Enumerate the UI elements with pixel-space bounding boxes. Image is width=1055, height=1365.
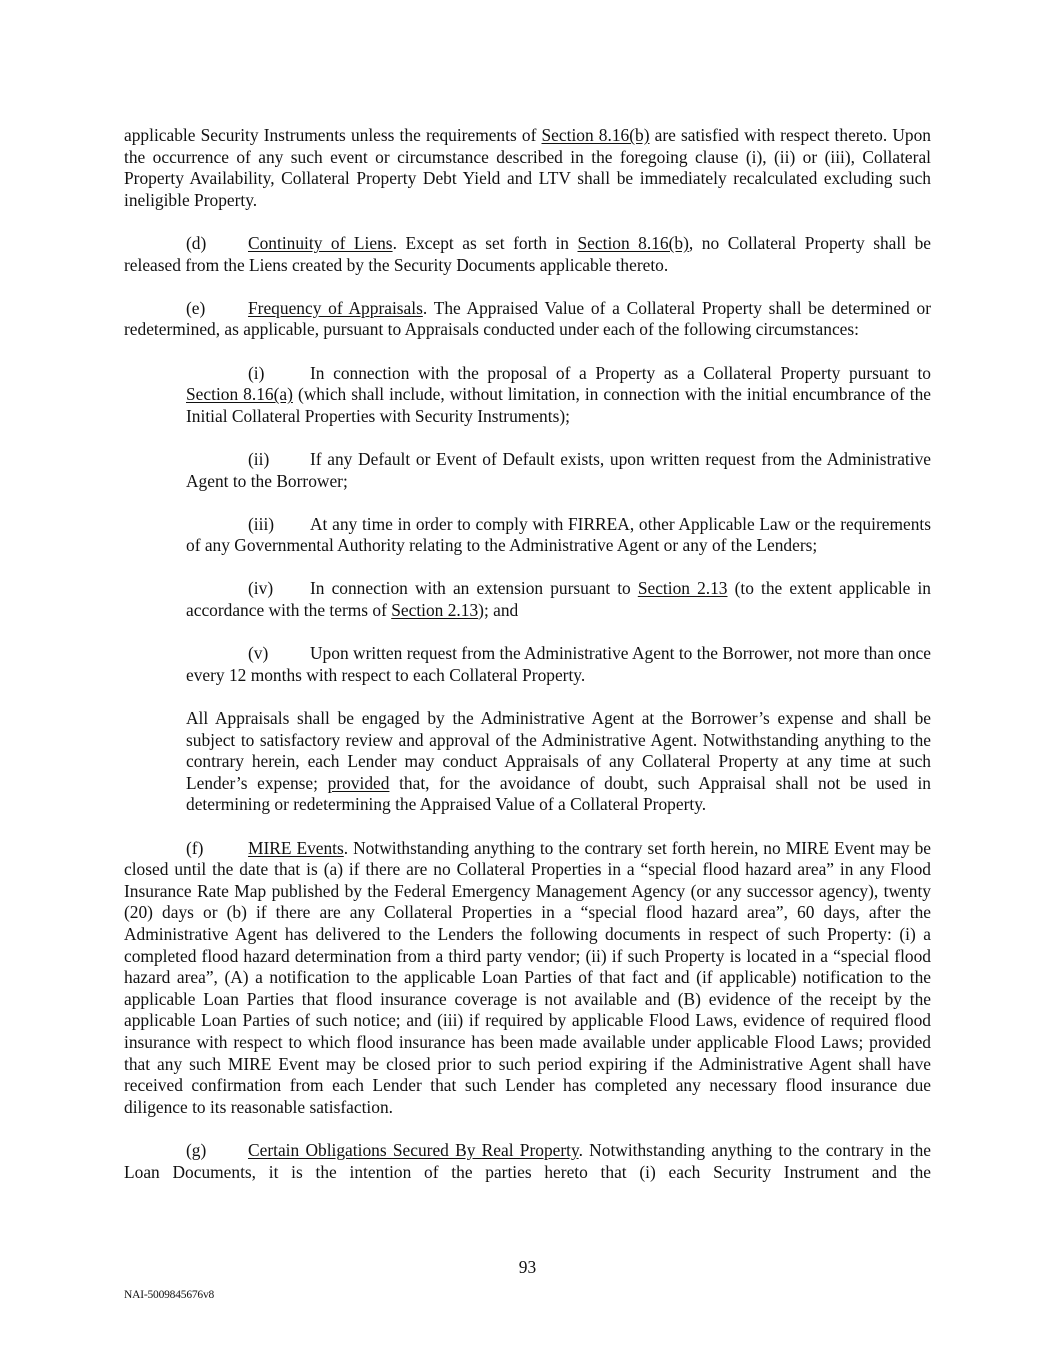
text-run: , no Collateral Property shall be released from the Liens created by the Security Documents applicable thereto.	[124, 232, 931, 275]
section-reference-link: Section 2.13	[391, 600, 479, 621]
section-g-paragraph	[124, 1140, 931, 1183]
text-run: In connection with the proposal of a Property as a Collateral Property pursuant to	[310, 362, 931, 383]
text-run: At any time in order to comply with FIRREA, other Applicable Law or the requirements of any Governmental Authority relating to the Administrative Agent or any of the Lenders;	[186, 513, 931, 556]
list-item	[186, 363, 931, 428]
emphasis-provided: provided	[327, 772, 390, 793]
section-label: (d)	[186, 232, 207, 253]
list-item	[186, 578, 931, 621]
list-item	[186, 449, 931, 492]
text-run: In connection with an extension pursuant to	[310, 578, 638, 599]
section-label: (g)	[186, 1139, 207, 1160]
text-run: If any Default or Event of Default exists, upon written request from the Administrative Agent to the Borrower;	[186, 448, 931, 491]
section-d-paragraph	[124, 233, 931, 276]
list-item	[186, 514, 931, 557]
item-label: (ii)	[248, 448, 270, 469]
section-reference-link: Section 8.16(b)	[541, 125, 650, 145]
section-reference-link: Section 8.16(b)	[577, 232, 689, 253]
item-label: (iii)	[248, 513, 275, 534]
section-f-paragraph	[124, 838, 931, 1119]
text-run: . Notwithstanding anything to the contrary in the Loan Documents, it is the intention of the parties hereto that (i) each Security Instrument and the	[124, 1139, 932, 1182]
section-heading: MIRE Events	[248, 837, 344, 858]
item-label: (v)	[248, 643, 269, 664]
text-run: Upon written request from the Administrative Agent to the Borrower, not more than once every 12 months with respect to each Collateral Property.	[186, 643, 931, 685]
text-run: applicable Security Instruments unless the requirements of	[124, 125, 542, 145]
text-run: (which shall include, without limitation, in connection with the initial encumbrance of the Initial Collateral Properties with Security Instruments);	[186, 384, 931, 426]
text-run: . The Appraised Value of a Collateral Property shall be determined or redetermined, as applicable, pursuant to Appraisals conducted under each of the following circumstances:	[124, 297, 931, 340]
list-item	[186, 643, 931, 686]
text-run: (to the extent applicable in accordance with the terms of	[186, 578, 931, 621]
section-e-paragraph	[124, 298, 931, 341]
page-number: 93	[518, 1257, 537, 1277]
text-run: ); and	[478, 600, 519, 621]
section-label: (e)	[186, 297, 206, 318]
item-label: (iv)	[248, 578, 274, 599]
text-run: All Appraisals shall be engaged by the Administrative Agent at the Borrower’s expense and shall be subject to satisfactory review and approval of the Administrative Agent. Notwithstanding anything to the contrary herein, each Lender may conduct Appraisals of any Collateral Property at any time at such Lender’s expense;	[186, 708, 931, 793]
text-run: . Except as set forth in	[392, 232, 578, 253]
item-label: (i)	[248, 362, 265, 383]
appraisals-closing-paragraph	[186, 708, 931, 816]
section-heading: Continuity of Liens	[248, 232, 393, 253]
text-run: that, for the avoidance of doubt, such Appraisal shall not be used in determining or redetermining the Appraised Value of a Collateral Property.	[186, 772, 931, 815]
text-run: are satisfied with respect thereto. Upon the occurrence of any such event or circumstance described in the foregoing clause (i), (ii) or (iii), Collateral Property Availability, Collateral Property Debt Yield and LTV shall be immediately recalculated excluding such ineligible Property.	[124, 125, 931, 210]
intro-paragraph	[124, 125, 931, 211]
document-id: NAI-5009845676v8	[124, 1289, 215, 1301]
text-run: . Notwithstanding anything to the contrary set forth herein, no MIRE Event may be closed until the date that is (a) if there are no Collateral Properties in a “special flood hazard area” in any Flood Insurance Rate Map published by the Federal Emergency Management Agency (or any successor agency), twenty (20) days or (b) if there are any Collateral Properties in a “special flood hazard area”, 60 days, after the Administrative Agent has delivered to the Lenders the following documents in respect of such Property: (i) a completed flood hazard determination from a third party vendor; (ii) if such Property is located in a “special flood hazard area”, (A) a notification to the applicable Loan Parties of that fact and (if applicable) notification to the applicable Loan Parties that flood insurance coverage is not available and (B) evidence of the receipt by the applicable Loan Parties of such notice; and (iii) if required by applicable Flood Laws, evidence of required flood insurance with respect to which flood insurance has been made available under applicable Flood Laws; provided that any such MIRE Event may be closed prior to such period expiring if the Administrative Agent shall have received confirmation from each Lender that such Lender has completed any necessary flood insurance due diligence to its reasonable satisfaction.	[124, 837, 931, 1117]
document-body	[124, 125, 931, 1183]
section-reference-link: Section 8.16(a)	[186, 384, 293, 405]
section-e-items	[186, 363, 931, 816]
section-reference-link: Section 2.13	[637, 578, 728, 599]
section-heading: Frequency of Appraisals	[248, 297, 423, 318]
section-label: (f)	[186, 837, 204, 858]
section-heading: Certain Obligations Secured By Real Property	[248, 1139, 579, 1160]
